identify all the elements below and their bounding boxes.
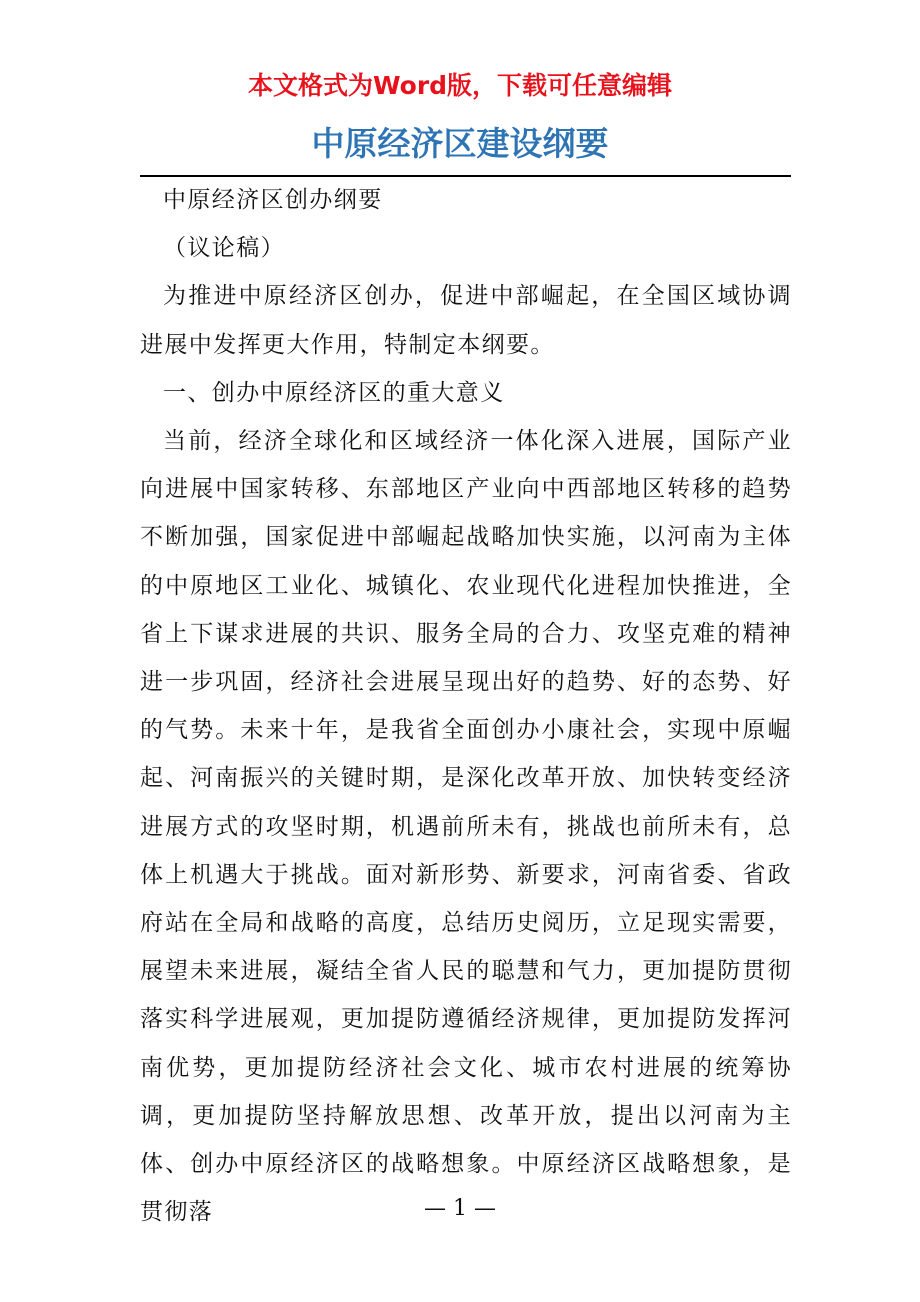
page-number: — 1 — bbox=[424, 1196, 496, 1221]
body-paragraph: 为推进中原经济区创办，促进中部崛起，在全国区域协调进展中发挥更大作用，特制定本纲要。 bbox=[140, 283, 792, 358]
section-heading: 一、创办中原经济区的重大意义 bbox=[163, 379, 505, 406]
body-paragraph: 当前，经济全球化和区域经济一体化深入进展，国际产业向进展中国家转移、东部地区产业向中西部地区转移的趋势不断加强，国家促进中部崛起战略加快实施，以河南为主体的中原地区工业化、城镇化、农业现代化进程加快推进，全省上下谋求进展的共识、服务全局的合力、攻坚克难的精神进一步巩固，经济社会进展呈现出好的趋势、好的态势、好的气势。未来十年，是我省全面创办小康社会，实现中原崛起、河南振兴的关键时期，是深化改革开放、加快转变经济进展方式的攻坚时期，机遇前所未有，挑战也前所未有，总体上机遇大于挑战。面对新形势、新要求，河南省委、省政府站在全局和战略的高度，总结历史阅历，立足现实需要，展望未来进展，凝结全省人民的聪慧和气力，更加提防贯彻落实科学进展观，更加提防遵循经济规律，更加提防发挥河南优势，更加提防经济社会文化、城市农村进展的统筹协调，更加提防坚持解放思想、改革开放，提出以河南为主体、创办中原经济区的战略想象。中原经济区战略想象，是贯彻落 bbox=[140, 428, 792, 1226]
draft-status: （议论稿） bbox=[163, 235, 285, 262]
download-notice: 本文格式为Word版，下载可任意编辑 bbox=[247, 71, 673, 100]
document-title: 中原经济区建设纲要 bbox=[311, 124, 609, 163]
document-body bbox=[140, 176, 792, 1236]
section-heading: 中原经济区创办纲要 bbox=[163, 187, 383, 213]
